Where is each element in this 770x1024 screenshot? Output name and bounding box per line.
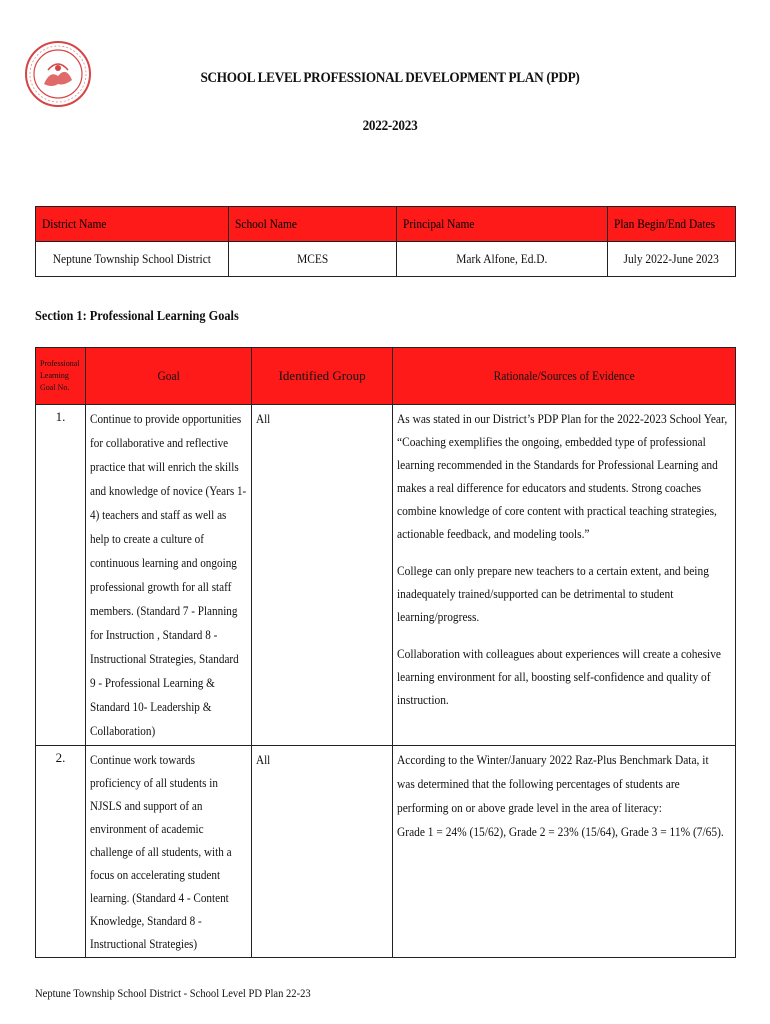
info-header-dates: Plan Begin/End Dates (608, 207, 736, 242)
goal-row-1 (36, 405, 736, 746)
goals-header-rationale: Rationale/Sources of Evidence (393, 348, 736, 405)
section-title: Section 1: Professional Learning Goals (35, 309, 239, 324)
info-header-school: School Name (228, 207, 396, 242)
info-value-district: Neptune Township School District (36, 242, 229, 277)
info-table (35, 206, 736, 277)
goal-cell (85, 746, 251, 958)
rationale-paragraph: Collaboration with colleagues about experiences will create a cohesive learning environment for all, boosting self-confidence and quality of instruction. (397, 646, 722, 707)
info-value-dates: July 2022-June 2023 (608, 242, 736, 277)
goal-row-2 (36, 746, 736, 958)
goals-header-row (36, 348, 736, 405)
goal-number: 2. (36, 746, 86, 958)
rationale-paragraph: Grade 1 = 24% (15/62), Grade 2 = 23% (15/64), Grade 3 = 11% (7/65). (397, 824, 725, 839)
info-header-principal: Principal Name (396, 207, 607, 242)
goals-header-group: Identified Group (251, 348, 393, 405)
goals-header-goal: Goal (85, 348, 251, 405)
rationale-paragraph: According to the Winter/January 2022 Raz-Plus Benchmark Data, it was determined that the following percentages of students are performing on or above grade level in the area of literacy: (397, 752, 710, 815)
group-text: All (255, 752, 271, 767)
group-cell (251, 405, 393, 746)
info-value-row (36, 242, 736, 277)
info-value-school: MCES (228, 242, 396, 277)
goals-table (35, 347, 736, 958)
district-seal-icon (24, 40, 92, 108)
rationale-cell (393, 746, 736, 958)
document-years: 2022-2023 (362, 118, 418, 134)
goals-header-num: Professional Learning Goal No. (36, 348, 86, 405)
info-header-district: District Name (36, 207, 229, 242)
page-footer: Neptune Township School District - School Level PD Plan 22-23 (35, 986, 311, 1000)
group-text: All (255, 411, 271, 426)
rationale-cell (393, 405, 736, 746)
info-value-principal: Mark Alfone, Ed.D. (396, 242, 607, 277)
document-title: SCHOOL LEVEL PROFESSIONAL DEVELOPMENT PLAN (PDP) (200, 70, 580, 86)
info-header-row (36, 207, 736, 242)
rationale-paragraph: As was stated in our District’s PDP Plan for the 2022-2023 School Year, “Coaching exemplifies the ongoing, embedded type of professional learning recommended in the Standards for Professional Learning and makes a real difference for educators and students. Strong coaches combine knowledge of core content with practical teaching strategies, actionable feedback, and modeling tools.” (397, 411, 728, 541)
goal-cell (85, 405, 251, 746)
goal-text: Continue work towards proficiency of all students in NJSLS and support of an environment of academic challenge of all students, with a focus on accelerating student learning. (Standard 4 - Content Knowledge, Standard 8 - Instructional Strategies) (89, 752, 232, 951)
rationale-paragraph: College can only prepare new teachers to a certain extent, and being inadequately trained/supported can be detrimental to student learning/progress. (397, 563, 710, 624)
goal-text: Continue to provide opportunities for collaborative and reflective practice that will enrich the skills and knowledge of novice (Years 1-4) teachers and staff as well as help to create a culture of continuous learning and ongoing professional growth for all staff members. (Standard 7 - Planning for Instruction , Standard 8 - Instructional Strategies, Standard 9 - Professional Learning & Standard 10- Leadership & Collaboration) (89, 411, 247, 738)
goal-number: 1. (36, 405, 86, 746)
group-cell (251, 746, 393, 958)
